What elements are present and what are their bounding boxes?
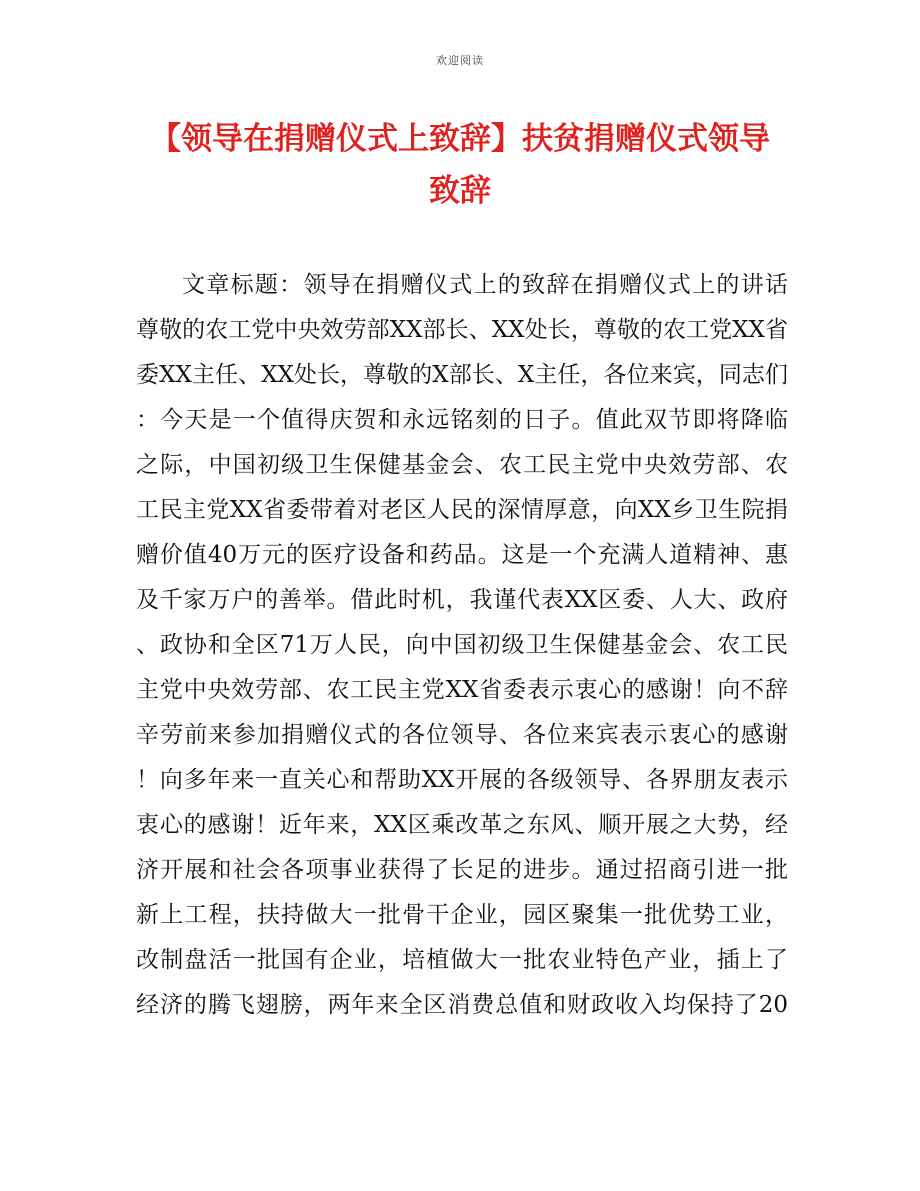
- body-line: 经济的腾飞翅膀，两年来全区消费总值和财政收入均保持了20: [136, 992, 788, 1018]
- body-line: 主党中央效劳部、农工民主党XX省委表示衷心的感谢！向不辞: [136, 677, 788, 703]
- body-line: 之际，中国初级卫生保健基金会、农工民主党中央效劳部、农: [136, 452, 788, 478]
- body-line: 衷心的感谢！近年来，XX区乘改革之东风、顺开展之大势，经: [136, 812, 788, 838]
- body-line: 及千家万户的善举。借此时机，我谨代表XX区委、人大、政府: [136, 587, 788, 613]
- body-line: 工民主党XX省委带着对老区人民的深情厚意，向XX乡卫生院捐: [136, 497, 788, 523]
- body-line: 辛劳前来参加捐赠仪式的各位领导、各位来宾表示衷心的感谢: [136, 722, 788, 748]
- body-line: ！向多年来一直关心和帮助XX开展的各级领导、各界朋友表示: [136, 767, 788, 793]
- body-line: 尊敬的农工党中央效劳部XX部长、XX处长，尊敬的农工党XX省: [136, 317, 788, 343]
- body-paragraph: [136, 263, 788, 1028]
- body-line: 、政协和全区71万人民，向中国初级卫生保健基金会、农工民: [136, 632, 788, 658]
- body-line: 济开展和社会各项事业获得了长足的进步。通过招商引进一批: [136, 857, 788, 883]
- title-line-2: 致辞: [429, 173, 491, 209]
- body-line: 文章标题：领导在捐赠仪式上的致辞在捐赠仪式上的讲话: [182, 272, 788, 298]
- document-title: [120, 113, 800, 217]
- body-line: 赠价值40万元的医疗设备和药品。这是一个充满人道精神、惠: [136, 542, 788, 568]
- body-line: ：今天是一个值得庆贺和永远铭刻的日子。值此双节即将降临: [136, 407, 788, 433]
- body-line: 新上工程，扶持做大一批骨干企业，园区聚集一批优势工业，: [136, 902, 788, 928]
- title-line-1: 【领导在捐赠仪式上致辞】扶贫捐赠仪式领导: [150, 121, 770, 157]
- body-line: 委XX主任、XX处长，尊敬的X部长、X主任，各位来宾，同志们: [136, 362, 788, 388]
- body-line: 改制盘活一批国有企业，培植做大一批农业特色产业，插上了: [136, 947, 788, 973]
- header-note: 欢迎阅读: [436, 54, 484, 67]
